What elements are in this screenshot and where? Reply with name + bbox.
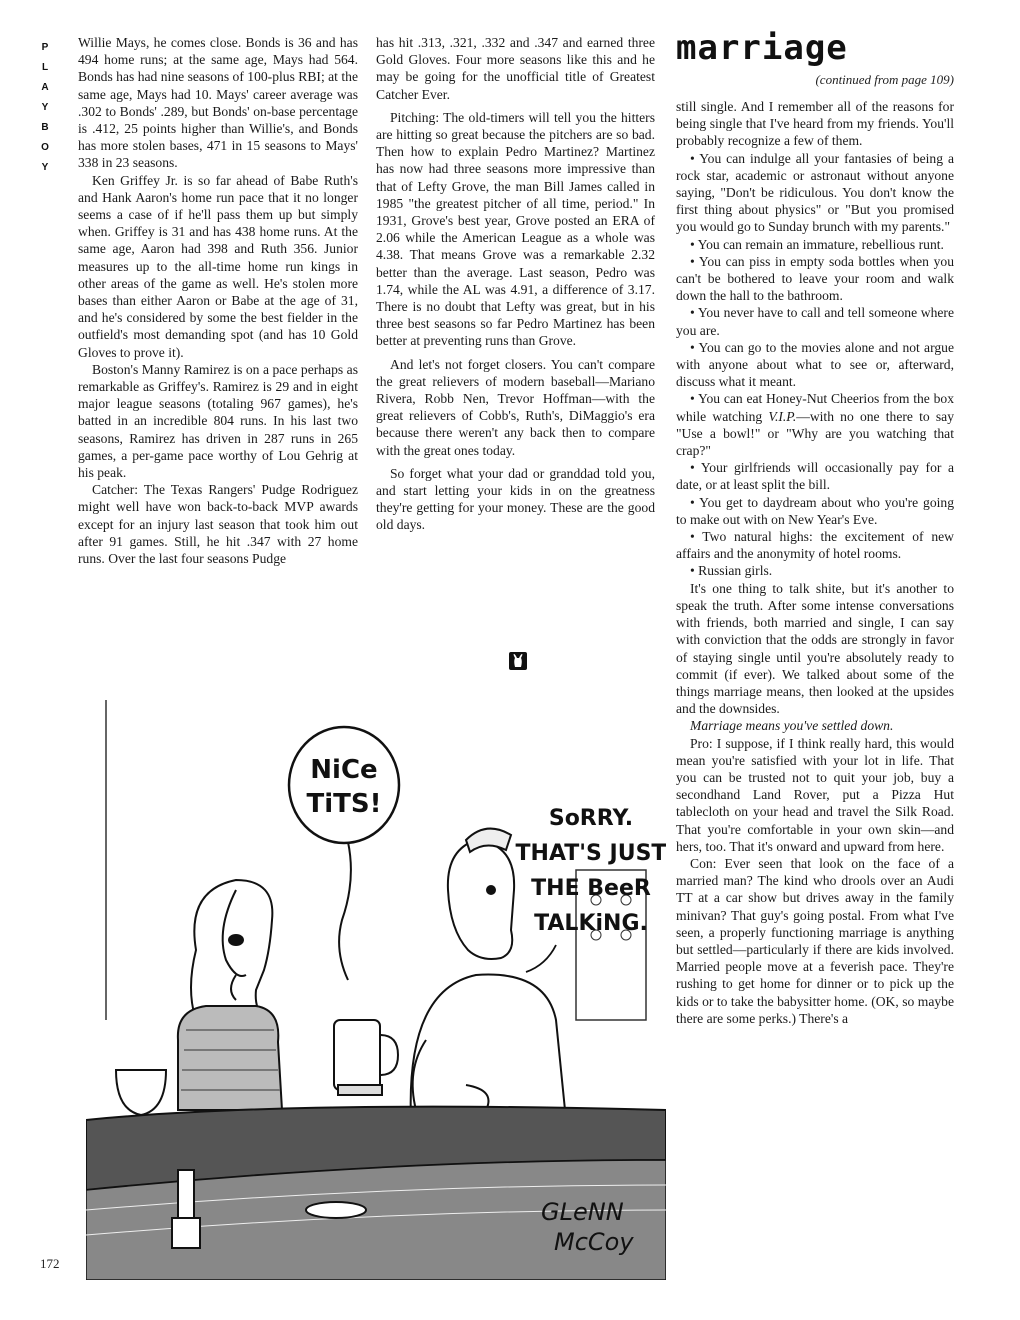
- brand-letter: Y: [41, 162, 49, 173]
- section-title: marriage: [676, 28, 848, 68]
- page-number: 172: [40, 1256, 60, 1271]
- brand-letter: L: [41, 62, 49, 73]
- bullet-item: • Your girlfriends will occasionally pay for a date, or at least split the bill.: [676, 460, 954, 493]
- bubble-line: TiTS!: [306, 789, 382, 819]
- subhead: [676, 717, 954, 734]
- bullet-item: • You can go to the movies alone and not argue with anyone about what to see or, afterward, discuss what it meant.: [676, 339, 954, 390]
- paragraph: has hit .313, .321, .332 and .347 and earned three Gold Gloves. Four more seasons like this and he may be going for the unofficial title of Greatest Catcher Ever.: [376, 35, 655, 102]
- signature-line: McCoy: [554, 1228, 634, 1256]
- bubble-line: THE BeeR: [531, 876, 651, 901]
- show-title: V.I.P.: [768, 408, 797, 424]
- bullet-item: [676, 390, 954, 459]
- bubble-line: NiCe: [310, 755, 378, 785]
- paragraph: Pro: I suppose, if I think really hard, this would mean you're satisfied with your lot in life. That you can be trusted not to quit your job, buy a secondhand Land Rover, put a Pizza Hut tablecloth on your head and travel the Silk Road. That you're comfortable in your own skin—and hers, too. That it's onward and upward from here.: [676, 735, 954, 854]
- bar-cartoon: [86, 690, 666, 1280]
- bubble-line: SoRRY.: [548, 806, 634, 831]
- brand-letter: B: [41, 122, 49, 133]
- bullet-text: —with no one there to say "Use a bowl!" or "Why are you watching that crap?": [676, 408, 954, 459]
- column-baseball-right: [376, 34, 655, 534]
- bullet-item: • Two natural highs: the excitement of new affairs and the anonymity of hotel rooms.: [676, 529, 954, 562]
- rabbit-head-end-mark-icon: [509, 652, 527, 670]
- bullet-item: • You can remain an immature, rebellious runt.: [690, 236, 944, 252]
- paragraph: So forget what your dad or granddad told you, and start letting your kids in on the greatness they're getting for your money. These are the good old days.: [376, 465, 655, 533]
- paragraph: Willie Mays, he comes close. Bonds is 36 and has 494 home runs; at the same age, Mays had 564. Bonds has had nine seasons of 100-plus RBI; at the same age, Mays had 10. Mays' career average was .302 to Bonds' .289, but Bonds' on-base percentage is .412, 25 points higher than Willie's, and Bonds has more stolen bases, 471 in 15 seasons to Mays' 338 in 23 seasons.: [78, 35, 358, 171]
- subhead-text: Marriage means you've settled down.: [690, 718, 894, 734]
- paragraph: It's one thing to talk shite, but it's another to speak the truth. After some intense conversations with friends, both married and single, I can say with conviction that the odds are strongly in favor of staying single until you're absolutely ready to commit (if ever). We talked about some of the things marriage means, then looked at the upsides and the downsides.: [676, 580, 954, 717]
- playboy-vertical-brand: [36, 38, 54, 178]
- paragraph: And let's not forget closers. You can't compare the great relievers of modern baseball—Mariano Rivera, Robb Nen, Trevor Hoffman—with the great relievers of Cobb's, Ruth's, DiMaggio's era because there weren't any back then to compare with the great ones today.: [376, 356, 655, 458]
- paragraph: Pitching: The old-timers will tell you the hitters are hitting so great because the pitchers are so bad. Then how to explain Pedro Martinez? Martinez has now had three seasons more impressive than that of Lefty Grove, the man Bill James called in 1985 "the greatest pitcher of all time, period." In 1931, Grove's best year, Grove posted an ERA of 2.06 while the American League as a whole was 4.38. That means Grove was a remarkable 2.32 better than the average. Last season, Pedro was 1.74, while the AL was 4.91, a difference of 3.17. There is no doubt that Lefty was great, but in his three best seasons so far Pedro Martinez has been better at preventing runs than Grove.: [376, 109, 655, 349]
- brand-letter: P: [41, 42, 49, 53]
- bubble-line: TALKiNG.: [534, 911, 648, 936]
- bullet-text: • You can eat Honey-Nut Cheerios from the box while watching: [676, 391, 954, 424]
- paragraph: Boston's Manny Ramirez is on a pace perhaps as remarkable as Griffey's. Ramirez is 29 and in eight major league seasons (totaling 967 games), he's batted in an incredible 804 runs. In his last two seasons, Ramirez has driven in 287 runs in 265 games, a per-game pace worthy of Lou Gehrig at his peak.: [78, 361, 358, 481]
- brand-letter: Y: [41, 102, 49, 113]
- bullet-item: • Russian girls.: [690, 563, 773, 579]
- bullet-item: • You never have to call and tell someone where you are.: [676, 305, 954, 338]
- bullet-item: • You get to daydream about who you're going to make out with on New Year's Eve.: [676, 494, 954, 527]
- paragraph: still single. And I remember all of the reasons for being single that I've heard from my friends. You'll probably recognize a few of them.: [676, 99, 954, 149]
- paragraph: Con: Ever seen that look on the face of a married man? The kind who drools over an Audi TT at a car show but drives away in the family minivan? That guy's going postal. From what I've seen, a properly functioning marriage is anything but settled—particularly if there are kids involved. Married people move at a feverish pace. They're rushing to get home for dinner or to pick up the kids or to take the babysitter home. (OK, so maybe there are some perks.) There's a: [676, 855, 954, 1026]
- brand-letter: O: [41, 142, 49, 153]
- column-marriage: [676, 98, 954, 1027]
- continued-from-note: (continued from page 109): [815, 72, 954, 87]
- column-baseball-left: [78, 34, 358, 567]
- signature-line: GLeNN: [541, 1198, 624, 1226]
- bullet-item: • You can indulge all your fantasies of being a rock star, academic or astronaut without anyone saying, "Don't be ridiculous. You don't know the first thing about physics" or "But you promised you would go to Sunday brunch with my parents.": [676, 150, 954, 235]
- bubble-line: THAT'S JUST: [515, 841, 666, 866]
- brand-letter: A: [41, 82, 49, 93]
- paragraph: Catcher: The Texas Rangers' Pudge Rodriguez might well have won back-to-back MVP awards except for an injury last season that took him out after 91 games. Still, he hit .347 with 27 home runs. Over the last four seasons Pudge: [78, 482, 358, 567]
- paragraph: Ken Griffey Jr. is so far ahead of Babe Ruth's and Hank Aaron's home run pace that it no longer seems a case of if he'll pass them up but simply when. Griffey is 31 and has 438 home runs. At the same age, Aaron had 398 and Ruth 356. Junior measures up to the all-time home run kings in other areas of the game as well. He's stolen more bases than either Aaron or Babe at the age of 31, and he's considered by some the best fielder in the outfield's most demanding spot (and has 10 Gold Gloves to prove it).: [78, 172, 358, 360]
- bullet-item: • You can piss in empty soda bottles when you can't be bothered to leave your room and walk down the hall to the bathroom.: [676, 253, 954, 304]
